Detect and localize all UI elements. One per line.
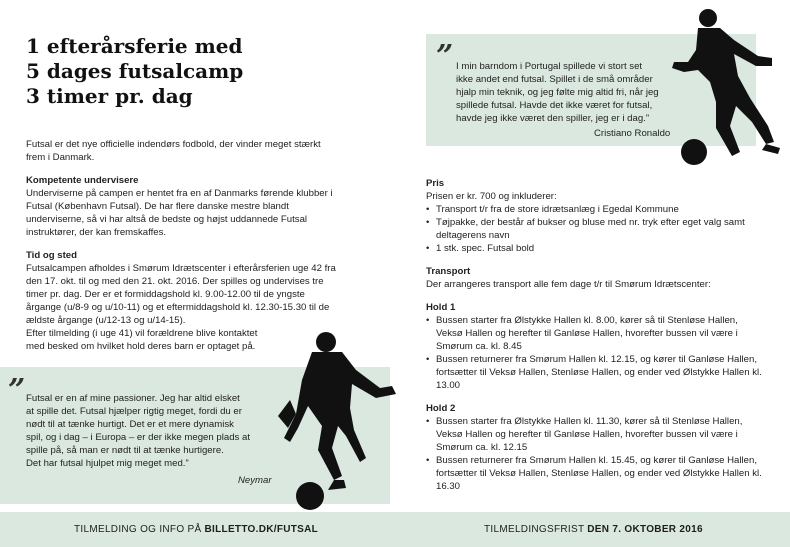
neymar-silhouette-image [268,330,408,512]
list-item: • Tøjpakke, der består af bukser og bluse med nr. tryk efter eget valg samt deltagerens navn [426,216,766,242]
page-headline [26,34,326,109]
list-item: • 1 stk. spec. Futsal bold [426,242,766,255]
footer-deadline-prefix: TILMELDINGSFRIST [484,524,585,535]
right-column [426,177,766,493]
footer-band [0,512,790,547]
price-list [426,203,766,255]
footer-signup-link[interactable]: BILLETTO.DK/FUTSAL [204,524,319,535]
ronaldo-quote-line: I min barndom i Portugal spillede vi stort set [456,61,643,72]
left-column [26,138,338,353]
time-place-paragraph-2: Efter tilmelding (i uge 41) vil forældrene blive kontaktet med besked om hvilket hold deres barn er optaget på. [26,328,258,352]
instructors-heading: Kompetente undervisere [26,175,139,186]
ronaldo-quote-line: hjalp min teknik, og jeg følte mig altid fri, når jeg [456,87,659,98]
ronaldo-quote-line: ikke andet end futsal. Spillet i de små områder [456,74,653,85]
hold1-heading: Hold 1 [426,302,456,313]
list-item: • Transport t/r fra de store idrætsanlæg i Egedal Kommune [426,203,766,216]
list-item: • Bussen starter fra Ølstykke Hallen kl. 11.30, kører så til Stenløse Hallen, Veksø Hallen og herefter til Ganløse Hallen, hvorefter bussen vil være i Smørum ca. kl. 12.15 [426,415,766,454]
transport-heading: Transport [426,266,471,277]
neymar-quote-line: spille på, så man er nødt til at tænke hurtigere. [26,445,224,456]
intro-paragraph: Futsal er det nye officielle indendørs fodbold, der vinder meget stærkt frem i Danmark. [26,139,321,163]
neymar-quote-mark: ” [8,373,26,408]
ronaldo-quote-line: havde jeg ikke været den spiller, jeg er i dag.” [456,113,650,124]
neymar-quote-line: Futsal er en af mine passioner. Jeg har altid elsket [26,393,240,404]
hold2-heading: Hold 2 [426,403,456,414]
footer-signup-prefix: TILMELDING OG INFO PÅ [74,524,202,535]
headline-line-1: 1 efterårsferie med [26,34,243,58]
footer-signup-info [74,524,318,535]
hold2-list [426,415,766,493]
headline-line-2: 5 dages futsalcamp [26,59,244,83]
footer-deadline [484,524,703,535]
hold1-list [426,314,766,392]
neymar-quote-text [26,392,250,470]
ronaldo-quote-line: spillede futsal. Havde det ikke været for futsal, [456,100,653,111]
transport-paragraph: Der arrangeres transport alle fem dage t/r til Smørum Idrætscenter: [426,279,711,290]
list-item: • Bussen starter fra Ølstykke Hallen kl. 8.00, kører så til Stenløse Hallen, Veksø Hallen og herefter til Ganløse Hallen, hvorefter bussen vil være i Smørum ca. kl. 8.45 [426,314,766,353]
neymar-quote-line: nødt til at tænke hurtigt. Det er et mere dynamisk [26,419,234,430]
ronaldo-silhouette-image [668,6,786,172]
price-heading: Pris [426,178,445,189]
time-place-heading: Tid og sted [26,250,77,261]
neymar-author: Neymar [238,475,272,486]
list-item: • Bussen returnerer fra Smørum Hallen kl. 15.45, og kører til Ganløse Hallen, fortsætter til Veksø Hallen, Stenløse Hallen, og ender ved Ølstykke Hallen kl. 16.30 [426,454,766,493]
time-place-paragraph: Futsalcampen afholdes i Smørum Idrætscenter i efterårsferien uge 42 fra den 17. okt. til og med den 21. okt. 2016. Der spilles og undervises tre timer pr. dag. Der er et formiddagshold kl. 9.00-12.00 til de yngste årgange (u/8-9 og u/10-11) og et eftermiddagshold kl. 12.30-15.30 til de ældste årgange (u/12-13 og u/14-15). [26,263,336,326]
price-intro: Prisen er kr. 700 og inkluderer: [426,191,557,202]
ronaldo-quote-text [456,60,659,125]
ronaldo-quote-mark: ” [436,39,454,74]
headline-line-3: 3 timer pr. dag [26,84,193,108]
instructors-paragraph: Underviserne på campen er hentet fra en af Danmarks førende klubber i Futsal (København Futsal). De har flere danske mestre blandt underviserne, så vi har altså de bedste og højst uddannede Futsal instruktører, der kan fremskaffes. [26,188,333,238]
ronaldo-author: Cristiano Ronaldo [594,128,671,139]
list-item: • Bussen returnerer fra Smørum Hallen kl. 12.15, og kører til Ganløse Hallen, fortsætter til Veksø Hallen, Stenløse Hallen, og ender ved Ølstykke Hallen kl. 13.00 [426,353,766,392]
neymar-quote-line: Det har futsal hjulpet mig meget med.” [26,458,189,469]
neymar-quote-line: spil, og i dag – i Europa – er der ikke megen plads at [26,432,250,443]
footer-deadline-date: DEN 7. OKTOBER 2016 [587,524,703,535]
neymar-quote-line: at spille det. Futsal hjælper rigtig meget, fordi du er [26,406,242,417]
